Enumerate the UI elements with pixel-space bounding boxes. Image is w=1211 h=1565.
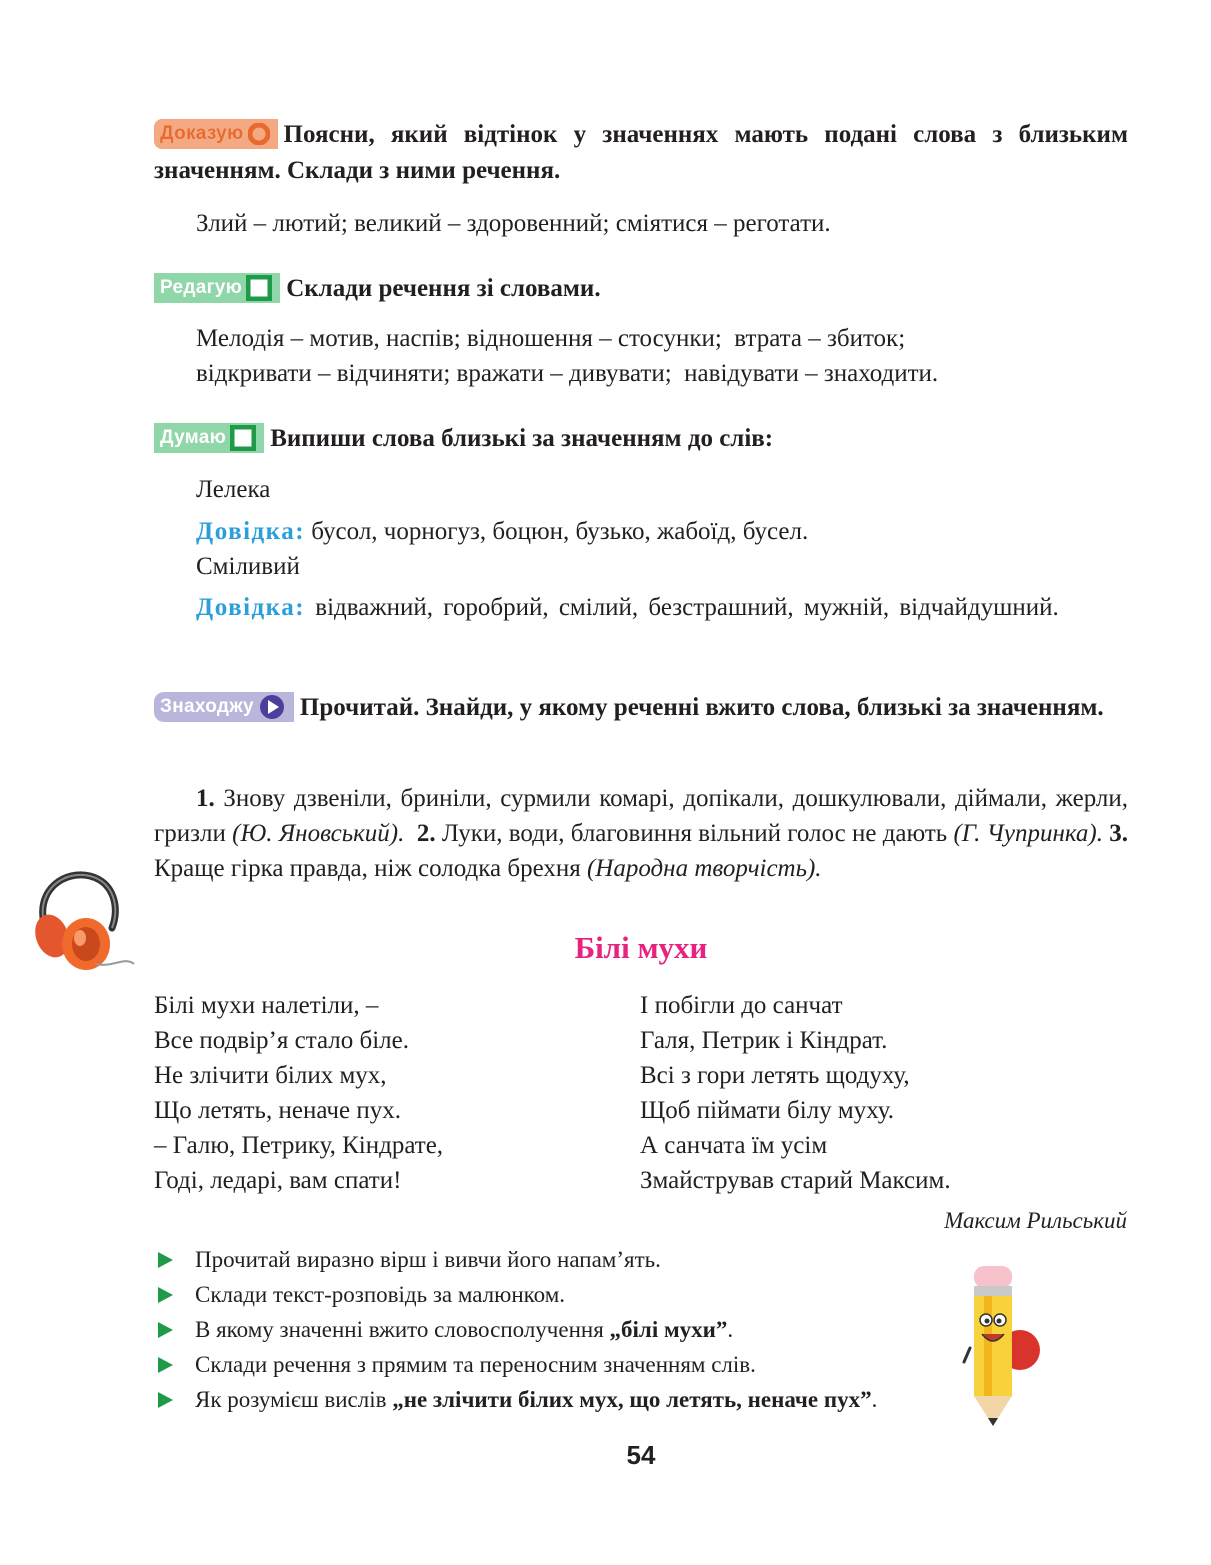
question-4: Склади речення з прямим та переносним значенням слів.: [195, 1352, 756, 1377]
sentence-2: Луки, води, благовиння вільний голос не дають: [435, 820, 954, 847]
list-item: [158, 1347, 877, 1382]
poem-left-column: [154, 988, 443, 1198]
task-4: [154, 690, 1128, 726]
poem-line: – Галю, Петрику, Кіндрате,: [154, 1132, 444, 1159]
circle-icon: [248, 123, 270, 145]
task-1-text: Поясни, який відтінок у значеннях мають подані слова з близьким значенням. Склади з ними речення.: [154, 121, 1128, 184]
task-1: [154, 117, 1128, 189]
tag-znakhodzhu: [154, 692, 294, 722]
task-2-line-2: відкривати – відчиняти; вражати – дивувати; навідувати – знаходити.: [196, 360, 939, 387]
poem-right-column: [640, 988, 951, 1198]
poem-line: Галя, Петрик і Кіндрат.: [640, 1027, 888, 1054]
poem-line: І побігли до санчат: [640, 992, 843, 1019]
sentence-2-author: (Г. Чупринка).: [953, 820, 1103, 847]
list-item: [158, 1382, 877, 1417]
question-2: Склади текст-розповідь за малюнком.: [195, 1282, 566, 1307]
play-circle-icon: [258, 693, 286, 721]
question-3-end: .: [727, 1317, 734, 1342]
poem-line: Змайстрував старий Максим.: [640, 1167, 951, 1194]
tag-redahuyu-label: Редагую: [160, 277, 243, 298]
sentence-1: Знову дзвеніли, бриніли, сурмили комарі, допікали, дошкулювали, діймали, жерли, гризли: [154, 785, 1128, 847]
bullet-triangle-icon: [158, 1287, 173, 1303]
bullet-triangle-icon: [158, 1252, 173, 1268]
task-3: [154, 421, 1128, 457]
sentence-2-number: 2.: [416, 820, 436, 847]
poem-line: Що летять, неначе пух.: [154, 1097, 401, 1124]
tag-redahuyu: [154, 273, 280, 303]
tag-znakhodzhu-label: Знаходжу: [160, 696, 254, 717]
poem-line: Не злічити білих мух,: [154, 1062, 387, 1089]
list-item: [158, 1242, 877, 1277]
task-4-text: Прочитай. Знайди, у якому реченні вжито слова, близькі за значенням.: [299, 694, 1104, 721]
hint-1-words: бусол, чорногуз, боцюн, бузько, жабоїд, бусел.: [311, 518, 809, 545]
sentence-1-number: 1.: [196, 785, 215, 812]
task-2-line-1: Мелодія – мотив, наспів; відношення – стосунки; втрата – збиток;: [196, 325, 906, 352]
poem-author: Максим Рильський: [944, 1208, 1127, 1233]
task-3-hint-1: [154, 514, 1170, 549]
task-2-words: [154, 321, 1170, 391]
poem-line: Всі з гори летять щодуху,: [640, 1062, 910, 1089]
poem-title: Білі мухи: [574, 930, 708, 965]
tag-dumayu: [154, 423, 264, 453]
poem-line: Щоб піймати білу муху.: [640, 1097, 895, 1124]
task-2-text: Склади речення зі словами.: [286, 275, 601, 302]
task-3-word-2: Сміливий: [196, 553, 300, 580]
question-5-end: .: [871, 1387, 878, 1412]
task-3-word-1: Лелека: [196, 476, 271, 503]
task-2: [154, 271, 1128, 307]
tag-dumayu-label: Думаю: [160, 427, 227, 448]
question-3-phrase: „білі мухи”: [609, 1317, 728, 1342]
tag-dokazuyu: [154, 119, 278, 149]
tag-dokazuyu-label: Доказую: [160, 123, 244, 144]
pencil-character-icon: [962, 1258, 1042, 1430]
sentence-3-number: 3.: [1109, 820, 1128, 847]
poem-line: Білі мухи налетіли, –: [154, 992, 379, 1019]
hint-2-words: відважний, горобрий, смілий, безстрашний, мужній, відчайдушний.: [315, 594, 1059, 621]
square-icon: [230, 425, 256, 451]
list-item: [158, 1312, 877, 1347]
task-1-words: Злий – лютий; великий – здоровенний; сміятися – реготати.: [196, 210, 831, 237]
task-3-text: Випиши слова близькі за значенням до слів:: [270, 425, 774, 452]
hint-label: Довідка:: [196, 518, 306, 545]
task-4-sentences: [154, 781, 1128, 886]
sentence-3: Краще гірка правда, ніж солодка брехня: [154, 855, 587, 882]
poem-line: А санчата їм усім: [640, 1132, 828, 1159]
question-1: Прочитай виразно вірш і вивчи його напам’ять.: [195, 1247, 661, 1272]
question-3: В якому значенні вжито словосполучення: [195, 1317, 610, 1342]
list-item: [158, 1277, 877, 1312]
sentence-1-author: (Ю. Яновський).: [232, 820, 405, 847]
bullet-triangle-icon: [158, 1357, 173, 1373]
poem-line: Все подвір’я стало біле.: [154, 1027, 409, 1054]
sentence-3-author: (Народна творчість).: [586, 855, 822, 882]
question-5-phrase: „не злічити білих мух, що летять, неначе пух”: [392, 1387, 872, 1412]
questions-list: [158, 1242, 877, 1417]
bullet-triangle-icon: [158, 1322, 173, 1338]
page-number: 54: [626, 1440, 656, 1470]
task-3-hint-2: [154, 590, 1128, 625]
poem-line: Годі, ледарі, вам спати!: [154, 1167, 402, 1194]
square-icon: [246, 275, 272, 301]
hint-label: Довідка:: [196, 594, 306, 621]
question-5: Як розумієш вислів: [195, 1387, 393, 1412]
bullet-triangle-icon: [158, 1392, 173, 1408]
